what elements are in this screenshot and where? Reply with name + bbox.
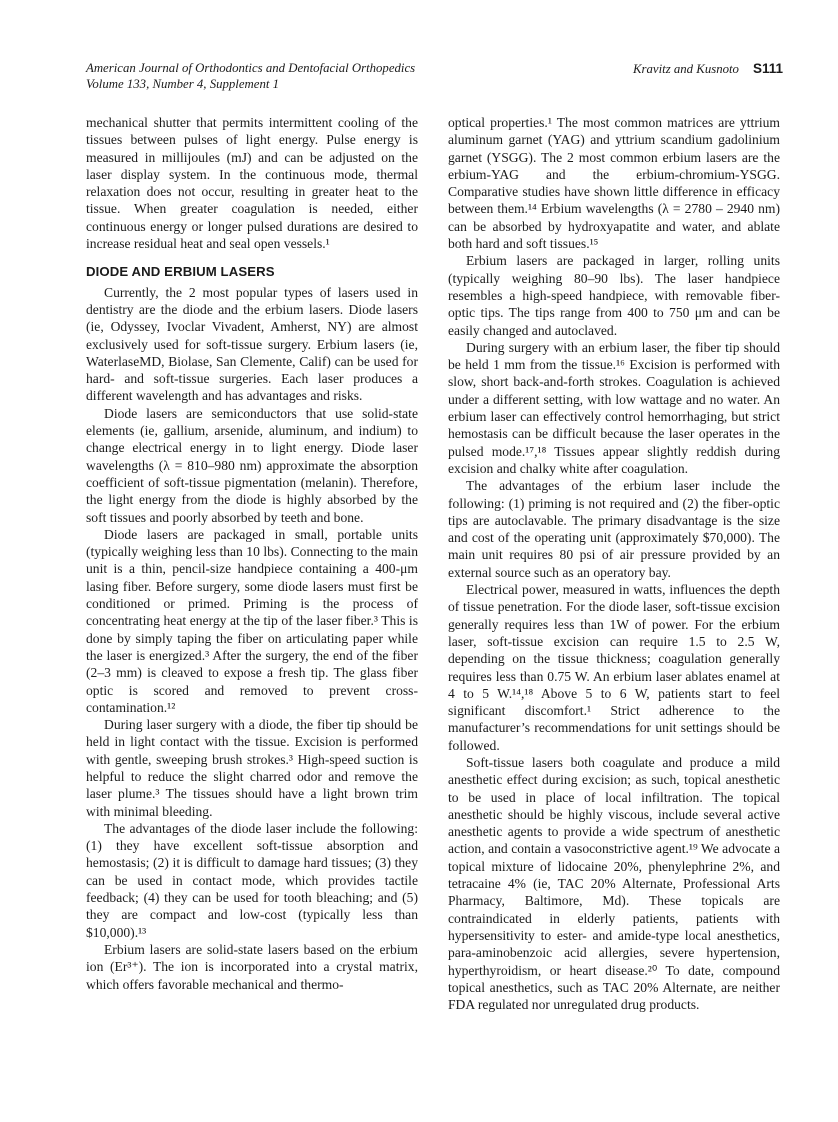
body-paragraph: The advantages of the diode laser include the following: (1) they have excellent soft-tissue absorption and hemostasis; (2) it is difficult to damage hard tissues; (3) they can be used in contact mode, which provides tactile feedback; (4) they can be used for tooth bleaching; and (5) they are compact and low-cost (typically less than $10,000).¹³ [86, 820, 418, 940]
page-number: S111 [752, 61, 783, 76]
body-paragraph: Diode lasers are semiconductors that use solid-state elements (ie, gallium, arsenide, aluminum, and indium) to change electrical energy in to light energy. Diode laser wavelengths (λ = 810–980 nm) approximate the absorption coefficient of soft-tissue pigmentation (melanin). Therefore, the light energy from the diode is highly absorbed by the soft tissues and poorly absorbed by teeth and bone. [86, 405, 418, 525]
body-paragraph: mechanical shutter that permits intermittent cooling of the tissues between pulses of light energy. Pulse energy is measured in millijoules (mJ) and can be adjusted on the laser display system. In the continuous mode, thermal relaxation does not occur, resulting in greater heat to the tissue. When greater coagulation is needed, either continuous energy or longer pulsed durations are desired to increase residual heat and seal open vessels.¹ [86, 115, 418, 252]
body-paragraph: During surgery with an erbium laser, the fiber tip should be held 1 mm from the tissue.¹⁶ Excision is performed with slow, short back-and-forth strokes. Coagulation is achieved under a different setting, with low wattage and no water. An erbium laser can effectively control hemorrhaging, but strict hemostasis can be difficult because the laser operates in the pulsed mode.¹⁷,¹⁸ Tissues appear slightly reddish during excision and chalky white after coagulation. [448, 339, 780, 476]
body-paragraph: Erbium lasers are solid-state lasers based on the erbium ion (Er³⁺). The ion is incorporated into a crystal matrix, which offers favorable mechanical and thermo- [86, 941, 418, 992]
body-paragraph: Electrical power, measured in watts, influences the depth of tissue penetration. For the diode laser, soft-tissue excision generally requires less than 1W of power. For the erbium laser, soft-tissue excision can require 1.5 to 2.5 W, depending on the tissue thickness; coagulation generally requires less than 0.75 W. An erbium laser ablates enamel at 4 to 5 W.¹⁴,¹⁸ Above 5 to 6 W, patients start to feel significant discomfort.¹ Strict adherence to the manufacturer’s recommendations for unit settings should be followed. [448, 582, 780, 753]
left-column [86, 114, 418, 1013]
body-paragraph: Erbium lasers are packaged in larger, rolling units (typically weighing 80–90 lbs). The laser handpiece resembles a high-speed handpiece, with removable fiber-optic tips. The tips range from 400 to 750 μm and can be easily changed and autoclaved. [448, 253, 780, 338]
section-heading: DIODE AND ERBIUM LASERS [86, 264, 275, 280]
right-column [448, 114, 780, 1013]
running-authors: Kravitz and Kusnoto [633, 62, 739, 76]
journal-info [86, 61, 415, 92]
body-paragraph: Soft-tissue lasers both coagulate and produce a mild anesthetic effect during excision; as such, topical anesthetic to be used in place of local infiltration. The topical anesthetic should be highly viscous, include several active anesthetic agents to provide a wide spectrum of anesthetic action, and contain a vasoconstrictive agent.¹⁹ We advocate a topical mixture of lidocaine 20%, phenylephrine 2%, and tetracaine 4% (ie, TAC 20% Alternate, Professional Arts Pharmacy, Baltimore, Md). These topicals are contraindicated in elderly patients, patients with hypersensitivity to ester- and amide-type local anesthetics, para-aminobenzoic acid allergies, severe hypertension, hyperthyroidism, or heart disease.²⁰ To date, compound topical anesthetics, such as TAC 20% Alternate, are neither FDA regulated nor unregulated drug products. [448, 754, 780, 1013]
body-paragraph: Currently, the 2 most popular types of lasers used in dentistry are the diode and the erbium lasers. Diode lasers (ie, Odyssey, Ivoclar Vivadent, Amherst, NY) are almost exclusively used for soft-tissue surgery. Erbium lasers (ie, WaterlaseMD, Biolase, San Clemente, Calif) can be used for hard- and soft-tissue surgeries. Each laser produces a different wavelength and has advantages and risks. [86, 284, 418, 404]
body-paragraph: Diode lasers are packaged in small, portable units (typically weighing less than 10 lbs). Connecting to the main unit is a thin, pencil-size handpiece containing a 400-μm lasing fiber. Before surgery, some diode lasers must first be conditioned or primed. Priming is the process of concentrating heat energy at the tip of the laser fiber.³ This is done by simply taping the fiber on articulating paper while the laser is energized.³ After the surgery, the end of the fiber (2–3 mm) is cleaved to expose a fresh tip. The glass fiber optic is scored and removed to prevent cross-contamination.¹² [86, 526, 418, 715]
body-paragraph: During laser surgery with a diode, the fiber tip should be held in light contact with the tissue. Excision is performed with gentle, sweeping brush strokes.³ High-speed suction is helpful to reduce the slight charred odor and remove the laser plume.³ The tissues should have a light brown trim with minimal bleeding. [86, 717, 418, 819]
body-paragraph: optical properties.¹ The most common matrices are yttrium aluminum garnet (YAG) and yttrium scandium gadolinium garnet (YSGG). The 2 most common erbium lasers are the erbium-YAG and the erbium-chromium-YSGG. Comparative studies have shown little difference in efficacy between them.¹⁴ Erbium wavelengths (λ = 2780 – 2940 nm) can be absorbed by hydroxyapatite and water, and ablate both hard and soft tissues.¹⁵ [448, 115, 780, 252]
header-right [633, 61, 783, 78]
running-header [86, 61, 783, 92]
journal-title: American Journal of Orthodontics and Dentofacial Orthopedics [86, 61, 416, 75]
body-paragraph: The advantages of the erbium laser include the following: (1) priming is not required and (2) the fiber-optic tips are autoclavable. The primary disadvantage is the size and cost of the operating unit (approximately $70,000). The main unit requires 80 psi of air pressure provided by an external source such as an operatory bay. [448, 478, 780, 580]
journal-volume-line: Volume 133, Number 4, Supplement 1 [86, 76, 279, 91]
article-body [86, 114, 780, 1013]
